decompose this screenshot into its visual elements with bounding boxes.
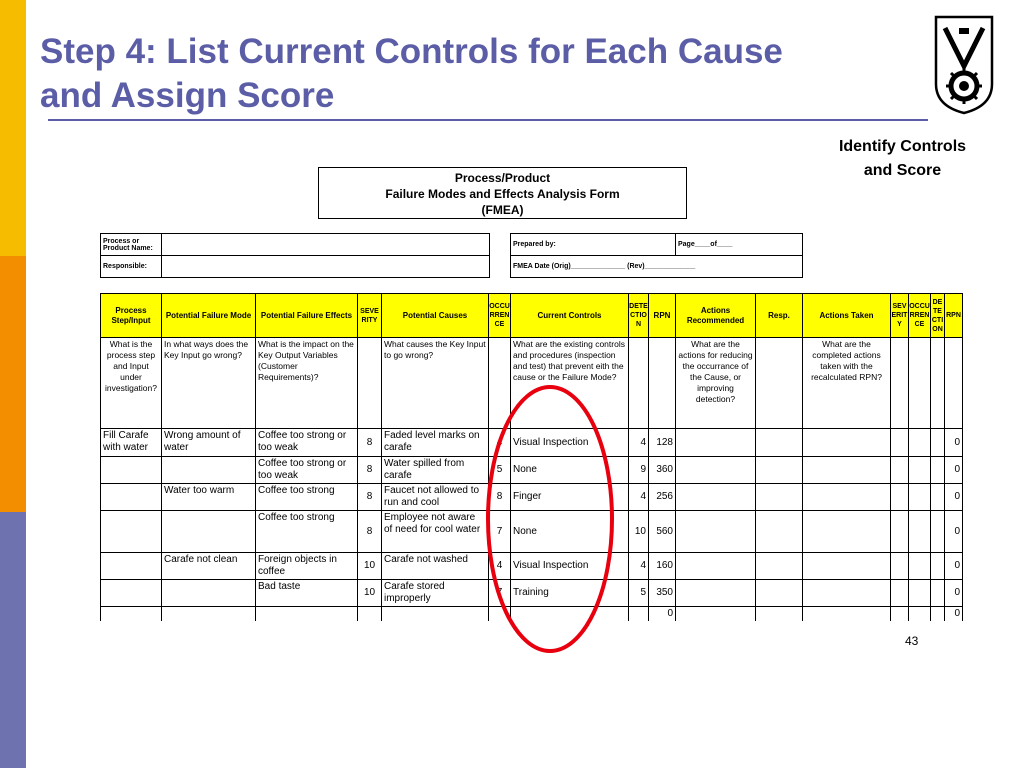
question-actions-recommended: What are the actions for reducing the occurrance of the Cause, or improving detection? [676, 338, 756, 429]
cell-step [101, 607, 162, 622]
cell-effect: Bad taste [256, 580, 358, 607]
cell-resp [756, 484, 803, 511]
header-occurrence: OCCURRENCE [489, 294, 511, 338]
cell-occ2 [909, 484, 931, 511]
cell-effect: Coffee too strong or too weak [256, 429, 358, 457]
cell-resp [756, 553, 803, 580]
cell-rpn2: 0 [945, 580, 963, 607]
cell-det: 10 [629, 511, 649, 553]
cell-taken [803, 607, 891, 622]
question-resp [756, 338, 803, 429]
header-actions-taken: Actions Taken [803, 294, 891, 338]
cell-det: 4 [629, 429, 649, 457]
cell-rpn2: 0 [945, 429, 963, 457]
header-actions-recommended: Actions Recommended [676, 294, 756, 338]
question-occurrence-2 [909, 338, 931, 429]
cell-det [629, 607, 649, 622]
cell-occ2 [909, 429, 931, 457]
cell-sev [358, 607, 382, 622]
cell-control: Training [511, 580, 629, 607]
cell-resp [756, 429, 803, 457]
cell-control: None [511, 511, 629, 553]
university-logo [933, 14, 995, 116]
cell-resp [756, 511, 803, 553]
slide-title [40, 30, 920, 118]
cell-sev2 [891, 511, 909, 553]
table-header-row [101, 294, 963, 338]
page-number: 43 [905, 634, 919, 648]
cell-rpn2: 0 [945, 484, 963, 511]
question-failure-mode: In what ways does the Key Input go wrong? [162, 338, 256, 429]
cell-det: 4 [629, 553, 649, 580]
cell-sev: 8 [358, 429, 382, 457]
cell-cause: Water spilled from carafe [382, 457, 489, 484]
cell-taken [803, 484, 891, 511]
cell-sev: 8 [358, 457, 382, 484]
cell-sev2 [891, 457, 909, 484]
cell-act [676, 457, 756, 484]
cell-step [101, 553, 162, 580]
cell-act [676, 484, 756, 511]
cell-det2 [931, 580, 945, 607]
question-severity-2 [891, 338, 909, 429]
cell-effect [256, 607, 358, 622]
responsible-value [162, 256, 490, 278]
form-title-line3: (FMEA) [481, 203, 524, 217]
cell-rpn2: 0 [945, 607, 963, 622]
cell-effect: Coffee too strong [256, 511, 358, 553]
cell-resp [756, 607, 803, 622]
header-detection: DETECTION [629, 294, 649, 338]
cell-occ2 [909, 607, 931, 622]
left-bar-yellow [0, 0, 26, 256]
cell-mode [162, 457, 256, 484]
cell-det2 [931, 429, 945, 457]
cell-det2 [931, 553, 945, 580]
cell-mode: Carafe not clean [162, 553, 256, 580]
cell-taken [803, 511, 891, 553]
cell-cause: Employee not aware of need for cool water [382, 511, 489, 553]
question-process-step: What is the process step and Input under investigation? [101, 338, 162, 429]
cell-cause: Faded level marks on carafe [382, 429, 489, 457]
cell-control: Visual Inspection [511, 553, 629, 580]
header-potential-causes: Potential Causes [382, 294, 489, 338]
cell-occ2 [909, 511, 931, 553]
left-accent-bar [0, 0, 26, 768]
cell-taken [803, 429, 891, 457]
question-detection [629, 338, 649, 429]
cell-effect: Foreign objects in coffee [256, 553, 358, 580]
cell-act [676, 580, 756, 607]
cell-taken [803, 580, 891, 607]
form-title-line1: Process/Product [454, 171, 551, 185]
cell-mode: Water too warm [162, 484, 256, 511]
cell-step: Fill Carafe with water [101, 429, 162, 457]
cell-control: None [511, 457, 629, 484]
cell-act [676, 429, 756, 457]
cell-det: 9 [629, 457, 649, 484]
side-note [820, 135, 985, 183]
cell-resp [756, 580, 803, 607]
cell-taken [803, 553, 891, 580]
slide-title-line1: Step 4: List Current Controls for Each Cause [40, 32, 783, 71]
question-causes: What causes the Key Input to go wrong? [382, 338, 489, 429]
cell-effect: Coffee too strong [256, 484, 358, 511]
cell-occ2 [909, 553, 931, 580]
header-severity-2: SEVERITY [891, 294, 909, 338]
cell-det: 4 [629, 484, 649, 511]
cell-sev: 8 [358, 511, 382, 553]
cell-step [101, 484, 162, 511]
question-failure-effects: What is the impact on the Key Output Variables (Customer Requirements)? [256, 338, 358, 429]
cell-act [676, 553, 756, 580]
header-occurrence-2: OCCURRENCE [909, 294, 931, 338]
question-detection-2 [931, 338, 945, 429]
left-bar-purple [0, 512, 26, 768]
cell-control: Finger [511, 484, 629, 511]
header-current-controls: Current Controls [511, 294, 629, 338]
cell-det2 [931, 457, 945, 484]
cell-rpn2: 0 [945, 457, 963, 484]
cell-mode [162, 580, 256, 607]
cell-step [101, 457, 162, 484]
cell-rpn: 560 [649, 511, 676, 553]
page-label: Page____of____ [676, 234, 803, 256]
form-header-right [510, 233, 803, 278]
cell-rpn2: 0 [945, 553, 963, 580]
cell-rpn: 160 [649, 553, 676, 580]
cell-cause: Faucet not allowed to run and cool [382, 484, 489, 511]
cell-rpn2: 0 [945, 511, 963, 553]
header-rpn-2: RPN [945, 294, 963, 338]
cell-act [676, 511, 756, 553]
header-failure-mode: Potential Failure Mode [162, 294, 256, 338]
fmea-date-label: FMEA Date (Orig)______________ (Rev)_____________ [511, 256, 803, 278]
cell-rpn: 0 [649, 607, 676, 622]
cell-rpn: 360 [649, 457, 676, 484]
header-severity: SEVERITY [358, 294, 382, 338]
header-process-step: Process Step/Input [101, 294, 162, 338]
header-detection-2: DETECTION [931, 294, 945, 338]
cell-sev2 [891, 607, 909, 622]
cell-sev: 10 [358, 553, 382, 580]
highlight-oval [483, 382, 617, 656]
question-actions-taken: What are the completed actions taken with the recalculated RPN? [803, 338, 891, 429]
cell-act [676, 607, 756, 622]
cell-resp [756, 457, 803, 484]
cell-mode: Wrong amount of water [162, 429, 256, 457]
cell-det2 [931, 607, 945, 622]
question-rpn-2 [945, 338, 963, 429]
cell-sev2 [891, 580, 909, 607]
cell-sev: 10 [358, 580, 382, 607]
header-resp: Resp. [756, 294, 803, 338]
question-rpn [649, 338, 676, 429]
cell-step [101, 580, 162, 607]
title-underline [48, 119, 928, 121]
cell-cause: Carafe stored improperly [382, 580, 489, 607]
cell-occ2 [909, 457, 931, 484]
question-severity [358, 338, 382, 429]
cell-sev2 [891, 553, 909, 580]
cell-sev: 8 [358, 484, 382, 511]
left-bar-orange [0, 256, 26, 512]
cell-occ: 8 [489, 484, 511, 511]
process-name-label: Process or Product Name: [101, 234, 162, 256]
cell-taken [803, 457, 891, 484]
cell-rpn: 350 [649, 580, 676, 607]
cell-det2 [931, 484, 945, 511]
header-failure-effects: Potential Failure Effects [256, 294, 358, 338]
cell-det2 [931, 511, 945, 553]
responsible-label: Responsible: [101, 256, 162, 278]
cell-step [101, 511, 162, 553]
cell-cause [382, 607, 489, 622]
cell-rpn: 128 [649, 429, 676, 457]
cell-occ: 5 [489, 457, 511, 484]
cell-occ: 7 [489, 580, 511, 607]
side-note-line2: and Score [863, 162, 942, 179]
side-note-line1: Identify Controls [838, 138, 967, 155]
cell-cause: Carafe not washed [382, 553, 489, 580]
cell-mode [162, 511, 256, 553]
cell-control: Visual Inspection [511, 429, 629, 457]
cell-occ: 4 [489, 553, 511, 580]
question-controls: What are the existing controls and procedures (inspection and test) that prevent eith the cause or the Failure Mode? [511, 338, 629, 429]
process-name-value [162, 234, 490, 256]
cell-sev2 [891, 484, 909, 511]
slide-title-line2: and Assign Score [40, 76, 335, 115]
cell-effect: Coffee too strong or too weak [256, 457, 358, 484]
form-title-line2: Failure Modes and Effects Analysis Form [385, 187, 620, 201]
header-rpn: RPN [649, 294, 676, 338]
cell-occ: 7 [489, 511, 511, 553]
cell-occ2 [909, 580, 931, 607]
cell-sev2 [891, 429, 909, 457]
cell-det: 5 [629, 580, 649, 607]
cell-rpn: 256 [649, 484, 676, 511]
form-header-left [100, 233, 490, 278]
cell-mode [162, 607, 256, 622]
prepared-by-label: Prepared by: [511, 234, 676, 256]
cell-occ: 4 [489, 429, 511, 457]
fmea-form-title [318, 167, 687, 219]
